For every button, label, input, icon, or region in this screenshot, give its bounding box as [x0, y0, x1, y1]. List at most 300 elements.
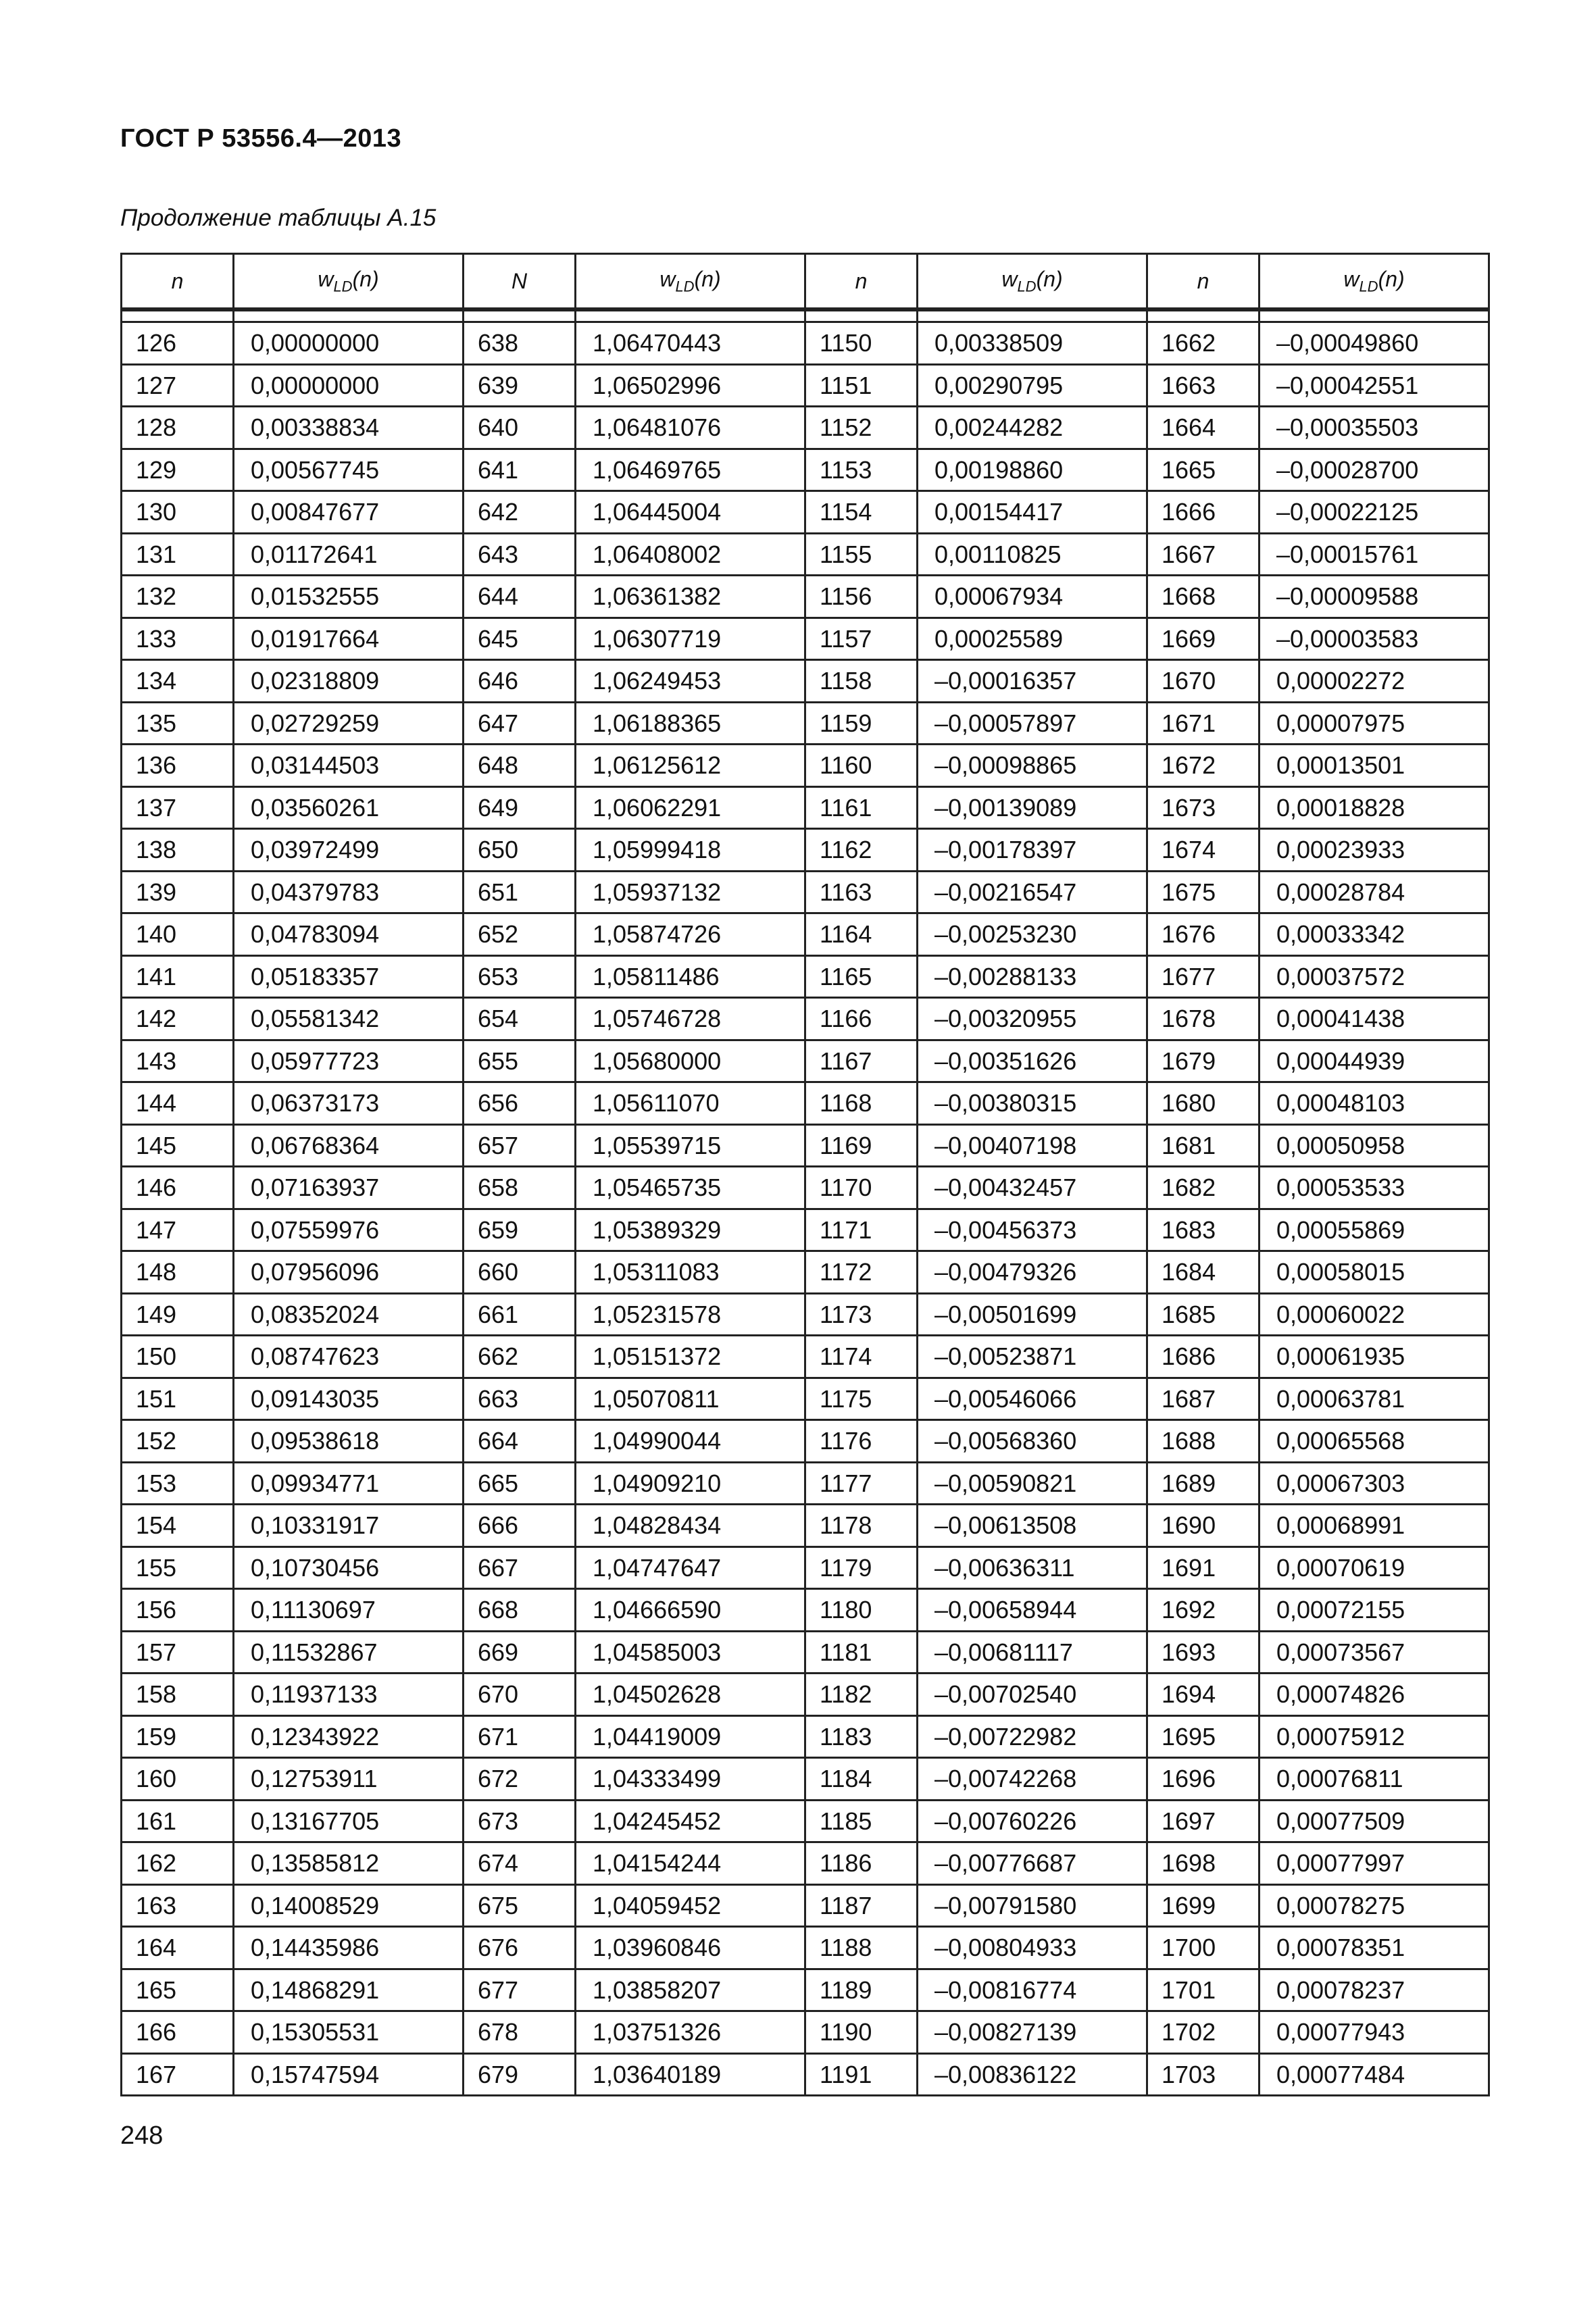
- index-cell: 672: [464, 1758, 576, 1801]
- index-cell: 167: [122, 2053, 234, 2096]
- value-cell: 0,00002272: [1260, 660, 1489, 703]
- value-cell: 1,06249453: [576, 660, 805, 703]
- value-cell: 0,00055869: [1260, 1209, 1489, 1251]
- table-row: [122, 1800, 1489, 1842]
- index-cell: 1679: [1147, 1040, 1260, 1082]
- value-cell: –0,00479326: [918, 1251, 1147, 1294]
- index-cell: 1663: [1147, 364, 1260, 407]
- index-cell: 652: [464, 913, 576, 956]
- table-row: [122, 1842, 1489, 1885]
- value-cell: –0,00681117: [918, 1631, 1147, 1674]
- index-cell: 658: [464, 1167, 576, 1209]
- value-cell: –0,00253230: [918, 913, 1147, 956]
- index-cell: 158: [122, 1674, 234, 1716]
- index-cell: 1187: [805, 1884, 918, 1927]
- value-cell: 1,03960846: [576, 1927, 805, 1969]
- index-cell: 1169: [805, 1124, 918, 1167]
- index-cell: 649: [464, 786, 576, 829]
- table-row: [122, 1124, 1489, 1167]
- table-row: [122, 491, 1489, 534]
- column-header: n: [122, 254, 234, 310]
- index-cell: 662: [464, 1336, 576, 1378]
- index-cell: 1183: [805, 1715, 918, 1758]
- index-cell: 1688: [1147, 1420, 1260, 1463]
- value-cell: 1,06361382: [576, 576, 805, 618]
- column-header: $w_{LD}(n)$: [234, 254, 464, 310]
- table-body: [122, 322, 1489, 2096]
- value-cell: –0,00015761: [1260, 533, 1489, 576]
- index-cell: 653: [464, 955, 576, 998]
- value-cell: 0,00198860: [918, 449, 1147, 491]
- index-cell: 1181: [805, 1631, 918, 1674]
- index-cell: 667: [464, 1546, 576, 1589]
- index-cell: 1677: [1147, 955, 1260, 998]
- index-cell: 157: [122, 1631, 234, 1674]
- value-cell: 1,05746728: [576, 998, 805, 1040]
- value-cell: –0,00722982: [918, 1715, 1147, 1758]
- value-cell: 0,10730456: [234, 1546, 464, 1589]
- index-cell: 1685: [1147, 1293, 1260, 1336]
- index-cell: 163: [122, 1884, 234, 1927]
- value-cell: –0,00016357: [918, 660, 1147, 703]
- index-cell: 646: [464, 660, 576, 703]
- value-cell: 1,03858207: [576, 1969, 805, 2011]
- value-cell: 0,00048103: [1260, 1082, 1489, 1125]
- index-cell: 1185: [805, 1800, 918, 1842]
- index-cell: 1161: [805, 786, 918, 829]
- value-cell: 1,04990044: [576, 1420, 805, 1463]
- value-cell: 1,06469765: [576, 449, 805, 491]
- index-cell: 136: [122, 745, 234, 787]
- value-cell: 0,10331917: [234, 1505, 464, 1547]
- index-cell: 1189: [805, 1969, 918, 2011]
- index-cell: 126: [122, 322, 234, 365]
- index-cell: 132: [122, 576, 234, 618]
- column-header: n: [1147, 254, 1260, 310]
- index-cell: 1182: [805, 1674, 918, 1716]
- index-cell: 660: [464, 1251, 576, 1294]
- index-cell: 644: [464, 576, 576, 618]
- index-cell: 647: [464, 702, 576, 745]
- table-row: [122, 913, 1489, 956]
- value-cell: 0,13167705: [234, 1800, 464, 1842]
- index-cell: 155: [122, 1546, 234, 1589]
- value-cell: –0,00022125: [1260, 491, 1489, 534]
- value-cell: 1,05070811: [576, 1378, 805, 1420]
- value-cell: 0,05183357: [234, 955, 464, 998]
- value-cell: 1,06481076: [576, 407, 805, 449]
- table-row: [122, 1715, 1489, 1758]
- value-cell: 0,00072155: [1260, 1589, 1489, 1632]
- index-cell: 661: [464, 1293, 576, 1336]
- data-table: [120, 253, 1490, 2096]
- index-cell: 1698: [1147, 1842, 1260, 1885]
- index-cell: 1177: [805, 1462, 918, 1505]
- table-row: [122, 2011, 1489, 2054]
- value-cell: 0,13585812: [234, 1842, 464, 1885]
- value-cell: –0,00351626: [918, 1040, 1147, 1082]
- value-cell: 1,05231578: [576, 1293, 805, 1336]
- value-cell: 0,00000000: [234, 364, 464, 407]
- index-cell: 1682: [1147, 1167, 1260, 1209]
- index-cell: 153: [122, 1462, 234, 1505]
- index-cell: 665: [464, 1462, 576, 1505]
- index-cell: 143: [122, 1040, 234, 1082]
- value-cell: –0,00139089: [918, 786, 1147, 829]
- value-cell: 0,00077484: [1260, 2053, 1489, 2096]
- table-row: [122, 618, 1489, 660]
- value-cell: 0,00290795: [918, 364, 1147, 407]
- value-cell: –0,00035503: [1260, 407, 1489, 449]
- table-row: [122, 1209, 1489, 1251]
- index-cell: 1163: [805, 871, 918, 913]
- value-cell: –0,00804933: [918, 1927, 1147, 1969]
- value-cell: 0,07559976: [234, 1209, 464, 1251]
- index-cell: 140: [122, 913, 234, 956]
- table-row: [122, 1082, 1489, 1125]
- table-row: [122, 2053, 1489, 2096]
- index-cell: 654: [464, 998, 576, 1040]
- index-cell: 1662: [1147, 322, 1260, 365]
- index-cell: 1164: [805, 913, 918, 956]
- value-cell: 0,00078237: [1260, 1969, 1489, 2011]
- table-row: [122, 1420, 1489, 1463]
- index-cell: 679: [464, 2053, 576, 2096]
- index-cell: 1668: [1147, 576, 1260, 618]
- value-cell: 1,06445004: [576, 491, 805, 534]
- index-cell: 1156: [805, 576, 918, 618]
- value-cell: –0,00042551: [1260, 364, 1489, 407]
- index-cell: 162: [122, 1842, 234, 1885]
- value-cell: 0,00018828: [1260, 786, 1489, 829]
- value-cell: 0,09143035: [234, 1378, 464, 1420]
- value-cell: 0,00063781: [1260, 1378, 1489, 1420]
- index-cell: 1157: [805, 618, 918, 660]
- value-cell: 1,05874726: [576, 913, 805, 956]
- index-cell: 674: [464, 1842, 576, 1885]
- index-cell: 669: [464, 1631, 576, 1674]
- index-cell: 639: [464, 364, 576, 407]
- value-cell: –0,00590821: [918, 1462, 1147, 1505]
- table-header: [122, 254, 1489, 310]
- index-cell: 1154: [805, 491, 918, 534]
- value-cell: 0,00567745: [234, 449, 464, 491]
- value-cell: 1,05311083: [576, 1251, 805, 1294]
- value-cell: –0,00702540: [918, 1674, 1147, 1716]
- value-cell: –0,00546066: [918, 1378, 1147, 1420]
- value-cell: –0,00003583: [1260, 618, 1489, 660]
- index-cell: 1700: [1147, 1927, 1260, 1969]
- index-cell: 643: [464, 533, 576, 576]
- index-cell: 1162: [805, 829, 918, 872]
- value-cell: 1,06470443: [576, 322, 805, 365]
- table-row: [122, 1336, 1489, 1378]
- value-cell: 1,04747647: [576, 1546, 805, 1589]
- index-cell: 146: [122, 1167, 234, 1209]
- value-cell: –0,00568360: [918, 1420, 1147, 1463]
- index-cell: 640: [464, 407, 576, 449]
- table-row: [122, 1674, 1489, 1716]
- table-row: [122, 1378, 1489, 1420]
- value-cell: 0,00041438: [1260, 998, 1489, 1040]
- table-row: [122, 871, 1489, 913]
- index-cell: 1180: [805, 1589, 918, 1632]
- value-cell: 0,00074826: [1260, 1674, 1489, 1716]
- index-cell: 142: [122, 998, 234, 1040]
- value-cell: 0,00077943: [1260, 2011, 1489, 2054]
- value-cell: –0,00049860: [1260, 322, 1489, 365]
- index-cell: 148: [122, 1251, 234, 1294]
- index-cell: 1696: [1147, 1758, 1260, 1801]
- index-cell: 1703: [1147, 2053, 1260, 2096]
- value-cell: 0,00154417: [918, 491, 1147, 534]
- value-cell: 1,05937132: [576, 871, 805, 913]
- table-row: [122, 829, 1489, 872]
- value-cell: 0,03144503: [234, 745, 464, 787]
- value-cell: 1,03640189: [576, 2053, 805, 2096]
- table-row: [122, 449, 1489, 491]
- value-cell: –0,00380315: [918, 1082, 1147, 1125]
- value-cell: –0,00791580: [918, 1884, 1147, 1927]
- value-cell: 0,00023933: [1260, 829, 1489, 872]
- index-cell: 1179: [805, 1546, 918, 1589]
- index-cell: 152: [122, 1420, 234, 1463]
- value-cell: 0,00013501: [1260, 745, 1489, 787]
- index-cell: 1168: [805, 1082, 918, 1125]
- index-cell: 130: [122, 491, 234, 534]
- index-cell: 1686: [1147, 1336, 1260, 1378]
- index-cell: 1674: [1147, 829, 1260, 872]
- index-cell: 134: [122, 660, 234, 703]
- index-cell: 676: [464, 1927, 576, 1969]
- index-cell: 129: [122, 449, 234, 491]
- table-row: [122, 702, 1489, 745]
- value-cell: 1,05999418: [576, 829, 805, 872]
- index-cell: 1693: [1147, 1631, 1260, 1674]
- index-cell: 160: [122, 1758, 234, 1801]
- value-cell: 0,00068991: [1260, 1505, 1489, 1547]
- column-header: $w_{LD}(n)$: [576, 254, 805, 310]
- value-cell: 0,00007975: [1260, 702, 1489, 745]
- index-cell: 165: [122, 1969, 234, 2011]
- table-row: [122, 1969, 1489, 2011]
- value-cell: –0,00057897: [918, 702, 1147, 745]
- value-cell: 0,00338834: [234, 407, 464, 449]
- value-cell: 0,07956096: [234, 1251, 464, 1294]
- index-cell: 1683: [1147, 1209, 1260, 1251]
- value-cell: –0,00432457: [918, 1167, 1147, 1209]
- value-cell: –0,00836122: [918, 2053, 1147, 2096]
- value-cell: 0,00067303: [1260, 1462, 1489, 1505]
- index-cell: 1697: [1147, 1800, 1260, 1842]
- value-cell: –0,00816774: [918, 1969, 1147, 2011]
- value-cell: –0,00501699: [918, 1293, 1147, 1336]
- index-cell: 673: [464, 1800, 576, 1842]
- value-cell: 0,00061935: [1260, 1336, 1489, 1378]
- index-cell: 1171: [805, 1209, 918, 1251]
- index-cell: 656: [464, 1082, 576, 1125]
- index-cell: 645: [464, 618, 576, 660]
- value-cell: 0,08352024: [234, 1293, 464, 1336]
- table-row: [122, 1884, 1489, 1927]
- value-cell: 1,04154244: [576, 1842, 805, 1885]
- value-cell: 0,00058015: [1260, 1251, 1489, 1294]
- value-cell: 0,00338509: [918, 322, 1147, 365]
- table-row: [122, 1927, 1489, 1969]
- table-row: [122, 1505, 1489, 1547]
- index-cell: 161: [122, 1800, 234, 1842]
- value-cell: 0,00847677: [234, 491, 464, 534]
- value-cell: –0,00636311: [918, 1546, 1147, 1589]
- index-cell: 128: [122, 407, 234, 449]
- column-header: N: [464, 254, 576, 310]
- value-cell: 1,04502628: [576, 1674, 805, 1716]
- index-cell: 1173: [805, 1293, 918, 1336]
- value-cell: –0,00288133: [918, 955, 1147, 998]
- value-cell: 0,00044939: [1260, 1040, 1489, 1082]
- index-cell: 1680: [1147, 1082, 1260, 1125]
- value-cell: 0,00078351: [1260, 1927, 1489, 1969]
- value-cell: –0,00742268: [918, 1758, 1147, 1801]
- value-cell: 1,04666590: [576, 1589, 805, 1632]
- value-cell: 1,05680000: [576, 1040, 805, 1082]
- value-cell: 0,00077509: [1260, 1800, 1489, 1842]
- value-cell: 0,03972499: [234, 829, 464, 872]
- table-row: [122, 786, 1489, 829]
- index-cell: 1670: [1147, 660, 1260, 703]
- index-cell: 671: [464, 1715, 576, 1758]
- value-cell: –0,00658944: [918, 1589, 1147, 1632]
- index-cell: 1664: [1147, 407, 1260, 449]
- value-cell: 0,02318809: [234, 660, 464, 703]
- table-row: [122, 1589, 1489, 1632]
- table-row: [122, 1251, 1489, 1294]
- value-cell: –0,00009588: [1260, 576, 1489, 618]
- index-cell: 648: [464, 745, 576, 787]
- index-cell: 1687: [1147, 1378, 1260, 1420]
- index-cell: 1170: [805, 1167, 918, 1209]
- index-cell: 670: [464, 1674, 576, 1716]
- index-cell: 166: [122, 2011, 234, 2054]
- value-cell: 0,03560261: [234, 786, 464, 829]
- table-row: [122, 1546, 1489, 1589]
- index-cell: 1676: [1147, 913, 1260, 956]
- index-cell: 668: [464, 1589, 576, 1632]
- table-row: [122, 1040, 1489, 1082]
- index-cell: 657: [464, 1124, 576, 1167]
- index-cell: 664: [464, 1420, 576, 1463]
- index-cell: 1699: [1147, 1884, 1260, 1927]
- table-row: [122, 407, 1489, 449]
- value-cell: 0,00028784: [1260, 871, 1489, 913]
- index-cell: 677: [464, 1969, 576, 2011]
- index-cell: 149: [122, 1293, 234, 1336]
- value-cell: 0,00078275: [1260, 1884, 1489, 1927]
- index-cell: 151: [122, 1378, 234, 1420]
- index-cell: 1694: [1147, 1674, 1260, 1716]
- table-row: [122, 1293, 1489, 1336]
- index-cell: 659: [464, 1209, 576, 1251]
- value-cell: –0,00320955: [918, 998, 1147, 1040]
- index-cell: 147: [122, 1209, 234, 1251]
- index-cell: 663: [464, 1378, 576, 1420]
- value-cell: 1,06408002: [576, 533, 805, 576]
- index-cell: 1692: [1147, 1589, 1260, 1632]
- table-row: [122, 998, 1489, 1040]
- value-cell: 0,00076811: [1260, 1758, 1489, 1801]
- index-cell: 1165: [805, 955, 918, 998]
- index-cell: 1672: [1147, 745, 1260, 787]
- value-cell: 0,04783094: [234, 913, 464, 956]
- index-cell: 1188: [805, 1927, 918, 1969]
- index-cell: 159: [122, 1715, 234, 1758]
- value-cell: 0,00033342: [1260, 913, 1489, 956]
- value-cell: 0,14008529: [234, 1884, 464, 1927]
- value-cell: 1,03751326: [576, 2011, 805, 2054]
- value-cell: 1,06188365: [576, 702, 805, 745]
- value-cell: 0,00000000: [234, 322, 464, 365]
- value-cell: 0,12343922: [234, 1715, 464, 1758]
- index-cell: 131: [122, 533, 234, 576]
- index-cell: 150: [122, 1336, 234, 1378]
- value-cell: 1,05811486: [576, 955, 805, 998]
- table-row: [122, 533, 1489, 576]
- index-cell: 1178: [805, 1505, 918, 1547]
- value-cell: 0,06768364: [234, 1124, 464, 1167]
- value-cell: 1,04909210: [576, 1462, 805, 1505]
- index-cell: 1671: [1147, 702, 1260, 745]
- value-cell: 1,04059452: [576, 1884, 805, 1927]
- index-cell: 1172: [805, 1251, 918, 1294]
- index-cell: 139: [122, 871, 234, 913]
- value-cell: 0,00110825: [918, 533, 1147, 576]
- value-cell: –0,00456373: [918, 1209, 1147, 1251]
- index-cell: 127: [122, 364, 234, 407]
- value-cell: 0,01532555: [234, 576, 464, 618]
- value-cell: 1,04585003: [576, 1631, 805, 1674]
- value-cell: 0,11532867: [234, 1631, 464, 1674]
- index-cell: 1681: [1147, 1124, 1260, 1167]
- table-row: [122, 322, 1489, 365]
- index-cell: 638: [464, 322, 576, 365]
- index-cell: 641: [464, 449, 576, 491]
- index-cell: 1151: [805, 364, 918, 407]
- index-cell: 133: [122, 618, 234, 660]
- index-cell: 1175: [805, 1378, 918, 1420]
- value-cell: –0,00216547: [918, 871, 1147, 913]
- value-cell: 0,00025589: [918, 618, 1147, 660]
- value-cell: 0,00053533: [1260, 1167, 1489, 1209]
- index-cell: 138: [122, 829, 234, 872]
- value-cell: 1,05389329: [576, 1209, 805, 1251]
- index-cell: 1153: [805, 449, 918, 491]
- index-cell: 1689: [1147, 1462, 1260, 1505]
- column-header: $w_{LD}(n)$: [1260, 254, 1489, 310]
- value-cell: 0,00065568: [1260, 1420, 1489, 1463]
- table-row: [122, 576, 1489, 618]
- index-cell: 1695: [1147, 1715, 1260, 1758]
- index-cell: 1174: [805, 1336, 918, 1378]
- table-row: [122, 1167, 1489, 1209]
- value-cell: 0,14435986: [234, 1927, 464, 1969]
- index-cell: 1167: [805, 1040, 918, 1082]
- index-cell: 1691: [1147, 1546, 1260, 1589]
- page-number: 248: [120, 2121, 164, 2150]
- table-row: [122, 1758, 1489, 1801]
- value-cell: 1,05539715: [576, 1124, 805, 1167]
- index-cell: 1702: [1147, 2011, 1260, 2054]
- index-cell: 1150: [805, 322, 918, 365]
